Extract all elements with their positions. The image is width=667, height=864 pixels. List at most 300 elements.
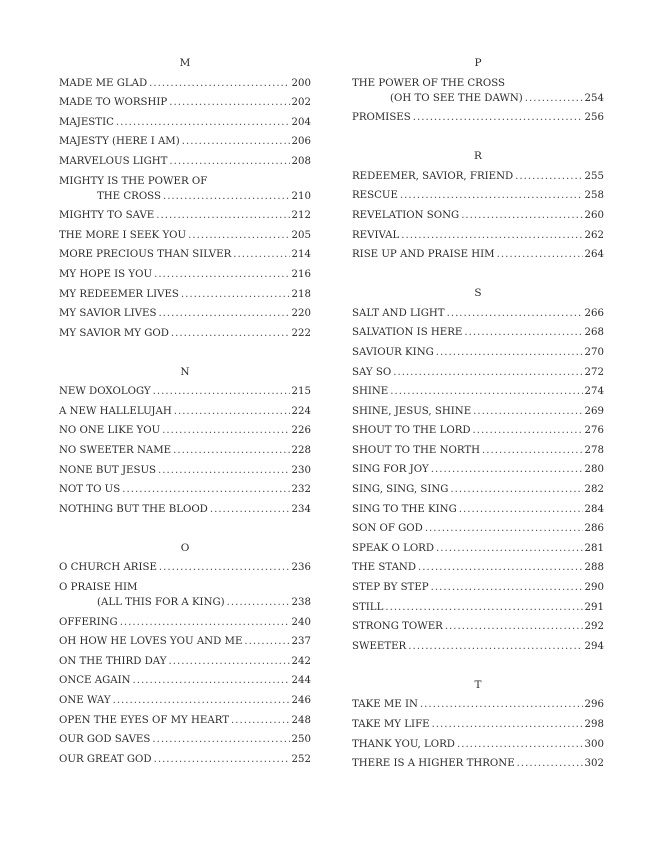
entry-row — [59, 693, 311, 708]
page-number: 286 — [584, 523, 604, 535]
index-entry — [352, 443, 604, 463]
entry-row — [59, 76, 311, 91]
dot-leader — [400, 188, 583, 203]
page-number: 234 — [291, 503, 311, 515]
entry-title: OPEN THE EYES OF MY HEART — [59, 714, 229, 726]
section-letter-heading: M — [179, 57, 191, 69]
dot-leader — [401, 228, 582, 243]
dot-leader — [122, 482, 289, 497]
page-number: 262 — [584, 229, 604, 241]
dot-leader — [432, 717, 583, 732]
entry-title: NOT TO US — [59, 484, 121, 496]
page-number: 238 — [291, 597, 311, 609]
page-number: 220 — [291, 308, 311, 320]
entry-row — [59, 384, 311, 399]
entry-title: MY SAVIOR MY GOD — [59, 327, 169, 339]
entry-row — [59, 634, 311, 649]
page-number: 208 — [291, 155, 311, 167]
dot-leader — [420, 697, 583, 712]
index-section — [59, 541, 311, 772]
page-number: 254 — [584, 92, 604, 104]
entry-row — [59, 443, 311, 458]
index-entry — [59, 463, 311, 483]
dot-leader — [447, 306, 583, 321]
page-number: 291 — [584, 601, 604, 613]
entry-title: THANK YOU, LORD — [352, 738, 455, 750]
index-entry — [352, 600, 604, 620]
dot-leader — [154, 267, 289, 282]
page-number: 290 — [584, 582, 604, 594]
dot-leader — [393, 365, 582, 380]
entry-row — [352, 541, 604, 556]
index-entry — [352, 365, 604, 385]
dot-leader — [149, 76, 289, 91]
dot-leader — [163, 189, 290, 204]
entry-title: REVELATION SONG — [352, 209, 460, 221]
entry-row — [59, 287, 311, 302]
dot-leader — [515, 169, 582, 184]
index-entry — [59, 634, 311, 654]
index-section — [352, 56, 604, 130]
index-entry — [352, 482, 604, 502]
dot-leader — [390, 384, 582, 399]
entry-row — [59, 423, 311, 438]
entry-title: ONCE AGAIN — [59, 675, 131, 687]
index-entry — [352, 188, 604, 208]
dot-leader — [436, 345, 583, 360]
entry-title: SHINE, JESUS, SHINE — [352, 405, 472, 417]
page-number: 230 — [291, 464, 311, 476]
entry-row — [59, 713, 311, 728]
index-entry — [352, 462, 604, 482]
entry-title: RISE UP AND PRAISE HIM — [352, 249, 495, 261]
dot-leader — [113, 693, 290, 708]
entry-row — [59, 208, 311, 223]
index-entry — [352, 737, 604, 757]
index-entry — [59, 732, 311, 752]
dot-leader — [188, 228, 289, 243]
index-entry — [59, 247, 311, 267]
index-entry — [59, 134, 311, 154]
entry-title: SWEETER — [352, 640, 407, 652]
dot-leader — [173, 443, 289, 458]
page-number: 270 — [584, 346, 604, 358]
entry-row — [352, 756, 604, 771]
page-number: 258 — [584, 190, 604, 202]
entry-title: SING TO THE KING — [352, 503, 457, 515]
page-number: 202 — [291, 97, 311, 109]
page-number: 246 — [291, 695, 311, 706]
page-number: 256 — [584, 112, 604, 124]
entry-row — [59, 154, 311, 169]
entry-row — [352, 384, 604, 399]
entry-row — [59, 463, 311, 478]
entry-row — [59, 482, 311, 497]
dot-leader — [459, 502, 583, 517]
dot-leader — [231, 713, 290, 728]
dot-leader — [154, 752, 290, 767]
page-number: 232 — [291, 484, 311, 496]
section-letter-heading: P — [474, 57, 482, 69]
page-number: 296 — [584, 699, 604, 711]
entry-row — [352, 560, 604, 575]
page-number: 210 — [291, 190, 311, 202]
page-number: 269 — [584, 405, 604, 417]
entry-row — [352, 443, 604, 458]
index-section — [59, 365, 311, 522]
page-number: 280 — [584, 464, 604, 476]
entry-title: SAY SO — [352, 366, 392, 378]
dot-leader — [482, 443, 583, 458]
entry-title: MORE PRECIOUS THAN SILVER — [59, 249, 232, 261]
index-entry — [352, 306, 604, 326]
page-number: 226 — [291, 425, 311, 437]
index-entry — [59, 423, 311, 443]
entry-title: SPEAK O LORD — [352, 542, 435, 554]
page-number: 278 — [584, 444, 604, 456]
index-entry — [59, 560, 311, 580]
dot-leader — [181, 287, 290, 302]
page-number: 242 — [291, 655, 311, 667]
entry-row — [352, 697, 604, 712]
entry-title: SING, SING, SING — [352, 484, 449, 496]
dot-leader — [169, 95, 289, 110]
dot-leader — [473, 404, 582, 419]
entry-title: ON THE THIRD DAY — [59, 655, 167, 667]
entry-row — [59, 615, 311, 630]
dot-leader — [169, 154, 289, 169]
page-number: 248 — [291, 714, 311, 726]
dot-leader — [497, 247, 583, 262]
entry-row — [352, 365, 604, 380]
index-entry — [59, 154, 311, 174]
dot-leader — [233, 247, 289, 262]
entry-row — [352, 482, 604, 497]
entry-row — [352, 404, 604, 419]
index-section — [352, 286, 604, 658]
dot-leader — [431, 462, 583, 477]
entry-row — [352, 247, 604, 262]
entry-row — [352, 306, 604, 321]
entry-row — [59, 502, 311, 517]
entry-title: OH HOW HE LOVES YOU AND ME — [59, 636, 243, 648]
entry-title-continued: (ALL THIS FOR A KING) — [97, 597, 225, 609]
entry-title: SHOUT TO THE LORD — [352, 425, 471, 437]
entry-row — [59, 326, 311, 341]
entry-title: OUR GOD SAVES — [59, 734, 151, 746]
dot-leader — [418, 560, 583, 575]
page-number: 276 — [584, 425, 604, 437]
index-entry — [352, 208, 604, 228]
entry-row — [352, 737, 604, 752]
page-number: 212 — [291, 210, 311, 222]
entry-title: THE STAND — [352, 562, 417, 574]
page-number: 252 — [291, 753, 311, 765]
index-section — [59, 56, 311, 345]
dot-leader — [159, 560, 290, 575]
dot-leader — [244, 634, 289, 649]
dot-leader — [182, 134, 290, 149]
index-entry — [352, 521, 604, 541]
dot-leader — [153, 384, 290, 399]
index-entry — [352, 639, 604, 659]
index-entry — [59, 326, 311, 346]
entry-title: TAKE MY LIFE — [352, 718, 430, 730]
page-number: 224 — [291, 405, 311, 417]
page-number: 218 — [291, 288, 311, 300]
entry-row — [352, 188, 604, 203]
index-entry — [352, 345, 604, 365]
entry-row — [352, 325, 604, 340]
index-entry — [59, 752, 311, 772]
entry-row — [352, 639, 604, 654]
page-number: 228 — [291, 445, 311, 457]
entry-row — [59, 267, 311, 282]
entry-title: SHINE — [352, 386, 389, 398]
entry-row — [352, 91, 604, 106]
index-entry — [59, 174, 311, 209]
index-entry — [352, 228, 604, 248]
page-number: 284 — [584, 503, 604, 515]
index-entry — [352, 384, 604, 404]
entry-row — [352, 169, 604, 184]
entry-title: SALVATION IS HERE — [352, 327, 463, 339]
entry-title: MAJESTY (HERE I AM) — [59, 136, 180, 148]
entry-title: MADE TO WORSHIP — [59, 97, 168, 109]
entry-title: MIGHTY IS THE POWER OF — [59, 175, 208, 187]
index-entry — [59, 580, 311, 615]
index-entry — [59, 208, 311, 228]
entry-title: STRONG TOWER — [352, 621, 443, 633]
page-number: 250 — [291, 734, 311, 746]
page-number: 292 — [584, 621, 604, 633]
index-entry — [352, 697, 604, 717]
entry-title: STEP BY STEP — [352, 582, 429, 594]
dot-leader — [473, 423, 583, 438]
entry-row — [352, 502, 604, 517]
page-number: 264 — [584, 249, 604, 261]
dot-leader — [413, 110, 583, 125]
entry-row — [352, 423, 604, 438]
page-number: 214 — [291, 249, 311, 261]
entry-title: NOTHING BUT THE BLOOD — [59, 503, 208, 515]
index-entry — [59, 443, 311, 463]
entry-row — [352, 345, 604, 360]
page-number: 222 — [291, 327, 311, 339]
entry-title: PROMISES — [352, 112, 411, 124]
entry-row — [59, 134, 311, 149]
entry-title: NONE BUT JESUS — [59, 464, 157, 476]
entry-title: MAJESTIC — [59, 116, 114, 128]
entry-row — [59, 752, 311, 767]
entry-title: MADE ME GLAD — [59, 77, 148, 89]
index-entry — [59, 673, 311, 693]
index-section — [352, 678, 604, 776]
page-number: 272 — [584, 366, 604, 378]
index-entry — [352, 76, 604, 111]
index-entry — [59, 615, 311, 635]
entry-row — [59, 654, 311, 669]
page-number: 215 — [291, 386, 311, 398]
section-letter-heading: T — [474, 678, 482, 691]
entry-row — [352, 228, 604, 243]
dot-leader — [461, 208, 582, 223]
dot-leader — [450, 482, 582, 497]
index-entry — [352, 423, 604, 443]
index-entry — [59, 482, 311, 502]
dot-leader — [436, 541, 583, 556]
index-entry — [59, 267, 311, 287]
entry-title: RESCUE — [352, 190, 398, 202]
index-entry — [352, 247, 604, 267]
index-entry — [59, 654, 311, 674]
index-entry — [59, 306, 311, 326]
index-entry — [352, 110, 604, 130]
entry-title: A NEW HALLELUJAH — [59, 405, 172, 417]
entry-row — [59, 595, 311, 610]
entry-title: THE MORE I SEEK YOU — [59, 229, 187, 241]
page-number: 255 — [584, 170, 604, 182]
page-number: 216 — [291, 268, 311, 280]
index-entry — [59, 404, 311, 424]
entry-row — [59, 306, 311, 321]
index-entry — [59, 76, 311, 96]
entry-row — [352, 462, 604, 477]
entry-row — [59, 560, 311, 575]
entry-title: MY SAVIOR LIVES — [59, 308, 157, 320]
entry-title: MARVELOUS LIGHT — [59, 155, 168, 167]
page-number: 266 — [584, 307, 604, 319]
entry-title: NO SWEETER NAME — [59, 445, 172, 457]
entry-title: SALT AND LIGHT — [352, 307, 445, 319]
page-number: 294 — [584, 640, 604, 652]
entry-title: OUR GREAT GOD — [59, 753, 152, 765]
dot-leader — [431, 580, 583, 595]
index-entry — [352, 325, 604, 345]
dot-leader — [445, 619, 583, 634]
page-number: 205 — [291, 229, 311, 241]
index-entry — [59, 287, 311, 307]
index-entry — [352, 756, 604, 776]
page-number: 206 — [291, 136, 311, 148]
entry-row — [352, 580, 604, 595]
section-letter-heading: O — [180, 541, 190, 554]
dot-leader — [162, 423, 289, 438]
entry-row — [352, 717, 604, 732]
index-entry — [352, 169, 604, 189]
index-entry — [59, 693, 311, 713]
entry-title-continued: THE CROSS — [97, 190, 161, 202]
index-entry — [59, 384, 311, 404]
entry-row — [59, 404, 311, 419]
index-entry — [59, 228, 311, 248]
entry-title: MY REDEEMER LIVES — [59, 288, 179, 300]
index-section — [352, 149, 604, 267]
entry-title: REVIVAL — [352, 229, 400, 241]
entry-title: MIGHTY TO SAVE — [59, 210, 155, 222]
entry-row — [59, 189, 311, 204]
entry-title: ONE WAY — [59, 695, 111, 706]
entry-title: OFFERING — [59, 616, 118, 628]
entry-title: TAKE ME IN — [352, 699, 418, 711]
index-entry — [59, 713, 311, 733]
index-entry — [352, 541, 604, 561]
page-number: 274 — [584, 386, 604, 398]
entry-title: SING FOR JOY — [352, 464, 429, 476]
dot-leader — [158, 306, 289, 321]
page-number: 260 — [584, 209, 604, 221]
dot-leader — [425, 521, 583, 536]
entry-title: THERE IS A HIGHER THRONE — [352, 758, 515, 770]
entry-row — [352, 521, 604, 536]
dot-leader — [525, 91, 583, 106]
dot-leader — [133, 673, 290, 688]
dot-leader — [174, 404, 290, 419]
entry-row — [59, 115, 311, 130]
index-entry — [352, 502, 604, 522]
page-number: 288 — [584, 562, 604, 574]
entry-title: SON OF GOD — [352, 523, 423, 535]
index-column-right — [352, 56, 604, 795]
index-entry — [352, 717, 604, 737]
page-number: 268 — [584, 327, 604, 339]
page-number: 237 — [291, 636, 311, 648]
page-number: 200 — [291, 77, 311, 89]
page-number: 281 — [584, 542, 604, 554]
index-entry — [352, 580, 604, 600]
entry-row — [59, 732, 311, 747]
entry-row — [352, 619, 604, 634]
entry-title: STILL — [352, 601, 384, 613]
dot-leader — [517, 756, 583, 771]
index-column-left — [59, 56, 311, 791]
dot-leader — [385, 600, 582, 615]
page-number: 302 — [584, 758, 604, 770]
entry-title-continued: (OH TO SEE THE DAWN) — [390, 92, 523, 104]
dot-leader — [156, 208, 289, 223]
index-entry — [352, 619, 604, 639]
entry-row — [59, 673, 311, 688]
dot-leader — [168, 654, 289, 669]
entry-title: O CHURCH ARISE — [59, 562, 157, 574]
index-entry — [352, 560, 604, 580]
page-number: 282 — [584, 484, 604, 496]
page-number: 300 — [584, 738, 604, 750]
dot-leader — [464, 325, 582, 340]
dot-leader — [120, 615, 290, 630]
section-letter-heading: N — [180, 365, 190, 378]
page-number: 236 — [291, 562, 311, 574]
entry-title: NEW DOXOLOGY — [59, 386, 151, 398]
page-number: 204 — [291, 116, 311, 128]
entry-row — [59, 95, 311, 110]
section-letter-heading: R — [474, 150, 482, 163]
dot-leader — [171, 326, 290, 341]
dot-leader — [408, 639, 582, 654]
dot-leader — [158, 463, 290, 478]
page-number: 244 — [291, 675, 311, 687]
entry-title: O PRAISE HIM — [59, 582, 138, 594]
section-letter-heading: S — [474, 287, 482, 300]
entry-title: REDEEMER, SAVIOR, FRIEND — [352, 170, 514, 182]
dot-leader — [116, 115, 290, 130]
entry-row — [352, 208, 604, 223]
index-entry — [59, 95, 311, 115]
entry-title: THE POWER OF THE CROSS — [352, 77, 505, 89]
dot-leader — [457, 737, 583, 752]
entry-title: MY HOPE IS YOU — [59, 268, 153, 280]
page-number: 240 — [291, 616, 311, 628]
